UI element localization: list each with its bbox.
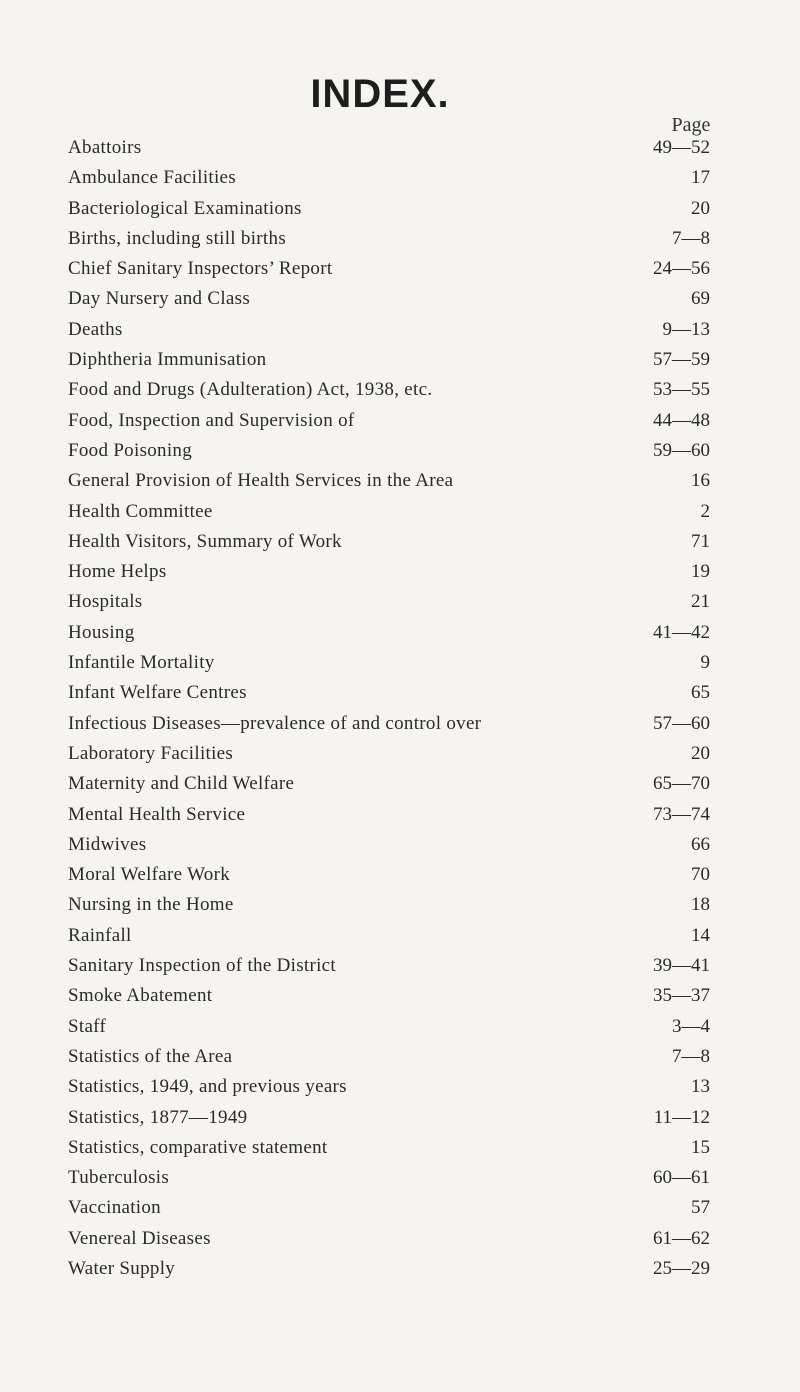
index-entry-label: Moral Welfare Work <box>68 864 231 886</box>
index-entry <box>0 860 800 890</box>
index-entry-label: Statistics, 1877—1949 <box>68 1106 248 1128</box>
index-entry-label: Statistics, comparative statement <box>68 1136 328 1158</box>
index-entry <box>0 1133 800 1163</box>
index-entry <box>0 800 800 830</box>
index-entry-page: 44—48 <box>653 409 710 431</box>
index-entry-page: 14 <box>691 924 710 946</box>
index-entry-page: 15 <box>691 1136 710 1158</box>
index-entry-label: Food, Inspection and Supervision of <box>68 409 355 431</box>
index-entry <box>0 1193 800 1223</box>
index-entry-label: Food Poisoning <box>68 439 193 461</box>
index-entry <box>0 497 800 527</box>
index-entry-label: Ambulance Facilities <box>68 167 236 189</box>
index-entry <box>0 527 800 557</box>
page-column-header: Page <box>671 114 711 136</box>
index-entry-label: Maternity and Child Welfare <box>68 773 295 795</box>
index-entry-label: Infectious Diseases—prevalence of and control over <box>68 712 482 734</box>
index-entry-page: 66 <box>691 833 710 855</box>
index-entry <box>0 436 800 466</box>
index-entry-label: Health Committee <box>68 500 213 522</box>
index-entry-page: 11—12 <box>653 1106 710 1128</box>
index-entry-label: Sanitary Inspection of the District <box>68 955 336 977</box>
index-entry-label: Tuberculosis <box>68 1167 170 1189</box>
index-entry <box>0 557 800 587</box>
index-entry-page: 65 <box>691 682 710 704</box>
index-entry-page: 57—60 <box>653 712 710 734</box>
index-entry-page: 25—29 <box>653 1257 710 1279</box>
index-entry-page: 13 <box>691 1076 710 1098</box>
index-entry-page: 3—4 <box>672 1015 710 1037</box>
index-entry-label: Chief Sanitary Inspectors’ Report <box>68 258 333 280</box>
index-entry-label: Hospitals <box>68 591 143 613</box>
page-title: INDEX. <box>310 72 450 116</box>
index-entry <box>0 981 800 1011</box>
index-entry-page: 20 <box>691 742 710 764</box>
index-entry-page: 59—60 <box>653 439 710 461</box>
index-entry-page: 7—8 <box>672 1045 710 1067</box>
index-entry <box>0 224 800 254</box>
index-entry-label: Statistics of the Area <box>68 1045 233 1067</box>
index-entry-label: Deaths <box>68 318 123 340</box>
index-entry-page: 21 <box>691 591 710 613</box>
index-entry-label: Bacteriological Examinations <box>68 197 302 219</box>
index-entry-label: Home Helps <box>68 561 167 583</box>
index-entry-label: Water Supply <box>68 1257 176 1279</box>
index-entry <box>0 163 800 193</box>
index-entry-label: Venereal Diseases <box>68 1227 211 1249</box>
index-entry <box>0 830 800 860</box>
index-entry-page: 57 <box>691 1197 710 1219</box>
index-entry-page: 9—13 <box>662 318 710 340</box>
index-entry-label: Mental Health Service <box>68 803 246 825</box>
index-entry-page: 19 <box>691 561 710 583</box>
index-entry-page: 70 <box>691 864 710 886</box>
index-entry-label: Vaccination <box>68 1197 161 1219</box>
index-entry-page: 57—59 <box>653 349 710 371</box>
index-entry-page: 73—74 <box>653 803 710 825</box>
index-entry-page: 60—61 <box>653 1167 710 1189</box>
index-entry-label: Smoke Abatement <box>68 985 213 1007</box>
index-entry-page: 39—41 <box>653 955 710 977</box>
index-entry-label: Housing <box>68 621 135 643</box>
index-entry-page: 9 <box>700 652 710 674</box>
index-entry-page: 69 <box>691 288 710 310</box>
index-entry-page: 41—42 <box>653 621 710 643</box>
index-entry-label: Staff <box>68 1015 107 1037</box>
index-list <box>0 133 800 1284</box>
index-entry-label: Statistics, 1949, and previous years <box>68 1076 347 1098</box>
index-entry-label: Infant Welfare Centres <box>68 682 247 704</box>
index-entry <box>0 1042 800 1072</box>
index-entry <box>0 709 800 739</box>
index-entry <box>0 890 800 920</box>
index-entry <box>0 466 800 496</box>
index-entry-label: Diphtheria Immunisation <box>68 349 267 371</box>
index-entry-label: Nursing in the Home <box>68 894 234 916</box>
index-entry <box>0 648 800 678</box>
index-entry <box>0 678 800 708</box>
index-entry <box>0 345 800 375</box>
index-entry-label: Food and Drugs (Adulteration) Act, 1938, etc. <box>68 379 433 401</box>
index-entry-page: 2 <box>700 500 710 522</box>
index-entry-page: 35—37 <box>653 985 710 1007</box>
index-entry <box>0 1163 800 1193</box>
index-entry <box>0 315 800 345</box>
index-entry-page: 61—62 <box>653 1227 710 1249</box>
index-entry <box>0 587 800 617</box>
index-entry-page: 24—56 <box>653 258 710 280</box>
index-entry-label: Health Visitors, Summary of Work <box>68 530 342 552</box>
index-entry-label: Infantile Mortality <box>68 652 215 674</box>
index-entry-page: 17 <box>691 167 710 189</box>
index-entry <box>0 739 800 769</box>
index-entry <box>0 951 800 981</box>
index-entry <box>0 284 800 314</box>
index-entry-page: 20 <box>691 197 710 219</box>
index-entry <box>0 769 800 799</box>
index-entry-label: Day Nursery and Class <box>68 288 251 310</box>
index-entry <box>0 1254 800 1284</box>
index-entry-label: General Provision of Health Services in the Area <box>68 470 454 492</box>
index-entry-label: Laboratory Facilities <box>68 742 234 764</box>
index-entry <box>0 1012 800 1042</box>
index-entry <box>0 194 800 224</box>
index-entry-label: Abattoirs <box>68 137 142 158</box>
index-entry <box>0 1103 800 1133</box>
index-entry <box>0 254 800 284</box>
index-entry-label: Births, including still births <box>68 227 287 249</box>
index-entry-page: 16 <box>691 470 710 492</box>
index-entry <box>0 133 800 163</box>
index-entry <box>0 921 800 951</box>
index-entry-label: Midwives <box>68 833 147 855</box>
index-entry-page: 49—52 <box>653 137 710 158</box>
index-entry-page: 18 <box>691 894 710 916</box>
index-entry-page: 65—70 <box>653 773 710 795</box>
index-entry-page: 7—8 <box>672 227 710 249</box>
index-entry <box>0 375 800 405</box>
index-entry <box>0 618 800 648</box>
index-entry-page: 71 <box>691 530 710 552</box>
index-entry <box>0 1072 800 1102</box>
index-entry <box>0 1224 800 1254</box>
index-entry-page: 53—55 <box>653 379 710 401</box>
index-entry-label: Rainfall <box>68 924 132 946</box>
index-entry <box>0 406 800 436</box>
